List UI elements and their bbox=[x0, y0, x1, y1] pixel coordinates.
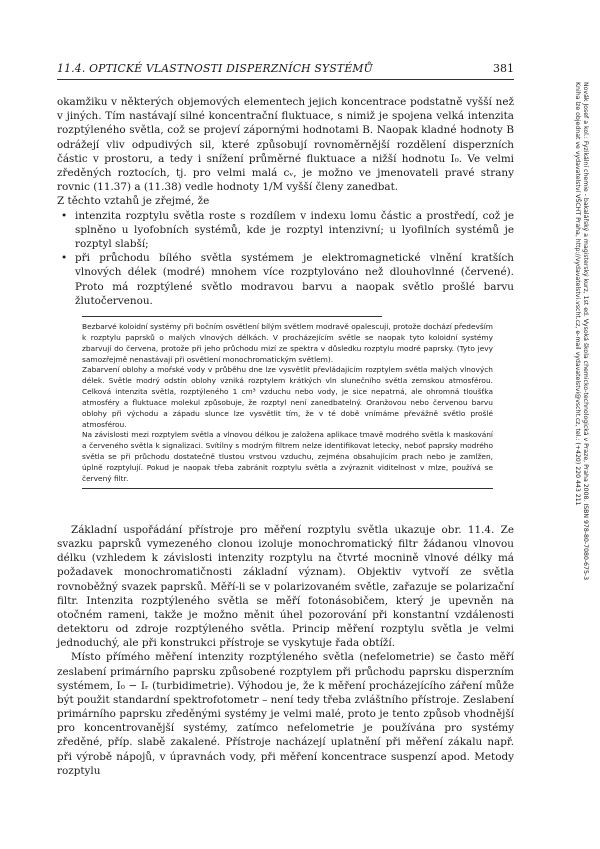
header-rule bbox=[57, 79, 514, 80]
note-paragraph: Na závislosti mezi rozptylem světla a vlnovou délkou je založena aplikace tmavě modrého světla k maskování a červeného světla k signalizaci. Svítilny s modrým filtrem nelze identifikovat letecky, neboť paprsky modrého světla se při průchodu dostatečně tlustou vrstvou vzduchu, zejména obsahujícím prach nebo je zamlžen, úplně rozptylují. Pokud je naopak třeba zabránit rozptylu světla a zvýraznit viditelnost v mlze, používá se červený filtr. bbox=[82, 430, 493, 483]
bullet-item bbox=[61, 251, 514, 308]
bullet-text: při průchodu bílého světla systémem je elektromagnetické vlnění kratších vlnových délek (modré) mnohem více rozptylováno než dlouhovlnné (červené). Proto má rozptýlené světlo modravou barvu a naopak světlo prošlé barvu žlutočervenou. bbox=[75, 252, 514, 307]
main-text-bottom bbox=[57, 523, 514, 778]
note-paragraph: Bezbarvé koloidní systémy při bočním osvětlení bílým světlem modravě opalescují, protože dochází především k rozptylu paprsků o malých vlnových délkách. V procházejícím světle se naopak tyto koloidní systémy zbarvují do červena, protože při jeho průchodu mizí ze spektra v důsledku rozptylu modré paprsky. (Tyto jevy samozřejmě nenastávají při osvětlení monochromatickým světlem). bbox=[82, 322, 493, 364]
main-text-top bbox=[57, 95, 514, 308]
side-citation bbox=[576, 82, 590, 642]
bullet-item bbox=[61, 209, 514, 252]
page-number: 381 bbox=[493, 62, 514, 75]
paragraph-fluctuation: okamžiku v některých objemových elementech jejich koncentrace podstatně vyšší než v jiných. Tím nastávají silné koncentrační fluktuace, s nimiž je spojena velká intenzita rozptýleného světla, což se projeví zápornými hodnotami B. Naopak kladné hodnoty B odrážejí vliv odpudivých sil, které způsobují rovnoměrnější rozdělení disperzních částic v prostoru, a tedy i snížení průměrné fluktuace a nižší hodnotu I₀. Ve velmi zředěných roztocích, tj. pro velmi malá cᵥ, je možno ve jmenovateli pravé strany rovnic (11.37) a (11.38) vedle hodnoty 1/M vyšší členy zanedbat. bbox=[57, 96, 514, 194]
citation-line: Novák Josef a kol.: Fyzikální chemie - bakalářský a magisterský kurz, 1st ed. Vysoká škola chemicko-technologická v Praze, Praha 2008. ISBN 978-80-7080-675-3 bbox=[582, 82, 589, 581]
paragraph-apparatus: Základní uspořádání přístroje pro měření rozptylu světla ukazuje obr. 11.4. Ze svazku paprsků vymezeného clonou izoluje monochromatický filtr žádanou vlnovou délku (vzhledem k závislosti intenzity rozptylu na čtvrté mocnině vlnové délky má požadavek monochromatičnosti základní význam). Objektiv vytvoří ze světla rovnoběžný svazek paprsků. Měří-li se v polarizovaném světle, zařazuje se polarizační filtr. Intenzita rozptýleného světla se měří fotonásobičem, který je upevněn na otočném rameni, takže je možno měnit úhel pozorování při konstantní vzdálenosti detektoru od zdroje rozptýleného světla. Princip měření rozptylu světla je velmi jednoduchý, ale při konstrukci přístroje se vyskytuje řada obtíží. bbox=[57, 524, 514, 650]
citation-line: Kniha lze objednat ve vydavatelství VŠCHT Praha, http://vydavatelstvi.vscht.cz, e-mail vydavatelstvi@vscht.cz, tel.: (+420) 220 443 211 bbox=[574, 82, 581, 506]
note-paragraph: Zabarvení oblohy a mořské vody v průběhu dne lze vysvětlit převládajícím rozptylem světla malých vlnových délek. Světle modrý odstín oblohy vzniká rozptylem krátkých vln slunečního světla zemskou atmosférou. Celková intenzita světla, rozptýleného 1 cm³ vzduchu nebo vody, je sice nepatrná, ale ohromná tloušťka atmosféry a fluktuace molekul způsobuje, že rozptyl není zanedbatelný. Oranžovou nebo červenou barvu oblohy při východu a západu slunce lze vysvětlit tím, že v té době vnímáme převážně světlo prošlé atmosférou. bbox=[82, 365, 493, 429]
bullet-icon: • bbox=[61, 252, 68, 265]
note-box bbox=[82, 316, 493, 489]
bullet-icon: • bbox=[61, 209, 68, 222]
bullet-list bbox=[57, 209, 514, 308]
note-rule-bottom bbox=[82, 488, 493, 489]
bullet-text: intenzita rozptylu světla roste s rozdílem v indexu lomu částic a prostředí, což je splněno u lyofobních systémů, kde je rozptyl intenzivní; u lyofilních systémů je rozptyl slabší; bbox=[75, 209, 514, 251]
paragraph-turbidimetry: Místo přímého měření intenzity rozptýleného světla (nefelometrie) se často měří zeslabení primárního paprsku způsobené rozptylem při průchodu paprsku disperzním systémem, I₀ − Iᵣ (turbidimetrie). Výhodou je, že k měření procházejícího záření může být použit standardní spektrofotometr – není tedy třeba zvláštního přístroje. Zeslabení primárního paprsku zředěnými systémy je velmi malé, proto je tento způsob vhodnější pro koncentrovanější systémy, zatímco nefelometrie je používána pro systémy zředěné, příp. slabě zakalené. Přístroje nacházejí uplatnění při měření zákalu např. při výrobě nápojů, v úpravnách vody, při měření koncentrace suspenzí apod. Metody rozptylu bbox=[57, 651, 514, 777]
paragraph-intro: Z těchto vztahů je zřejmé, že bbox=[57, 195, 210, 208]
running-header bbox=[57, 62, 514, 78]
note-rule-top bbox=[82, 316, 382, 317]
section-title: 11.4. OPTICKÉ VLASTNOSTI DISPERZNÍCH SYSTÉMŮ bbox=[57, 62, 373, 75]
